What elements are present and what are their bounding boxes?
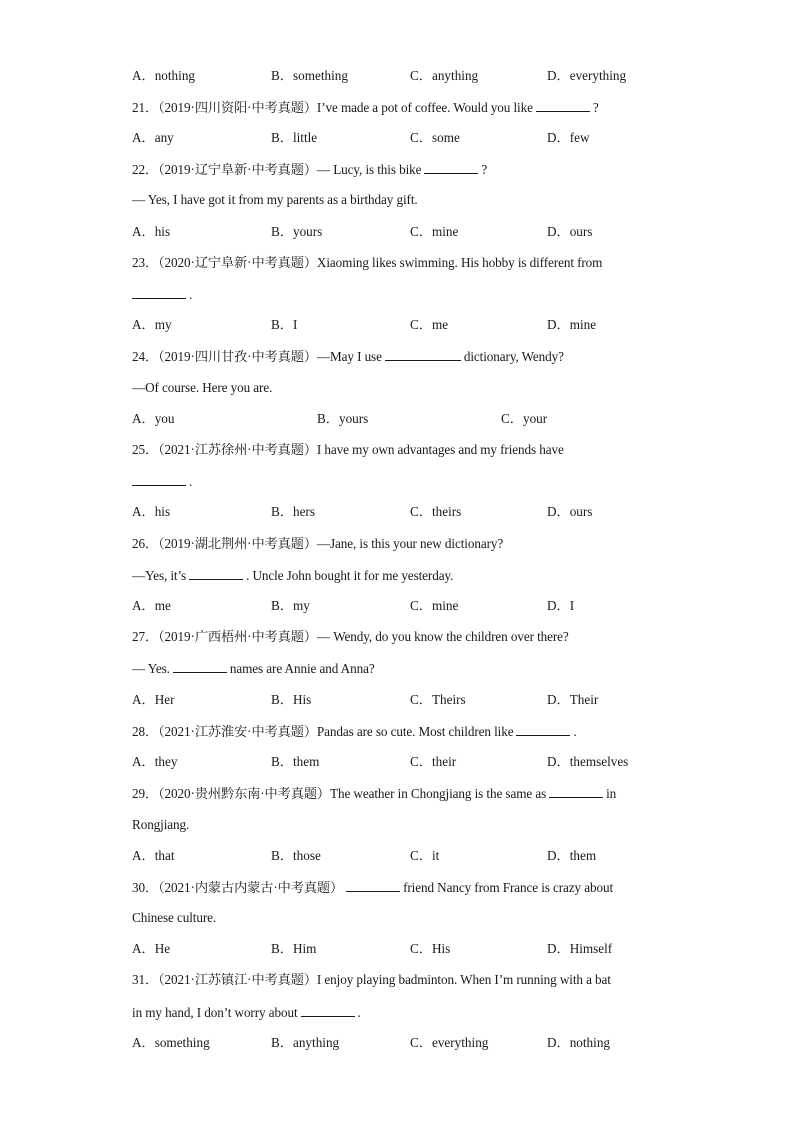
q25-stem	[132, 442, 564, 458]
q29-option-d[interactable]: D．them	[547, 848, 597, 863]
q29-option-b[interactable]: B．those	[271, 848, 321, 863]
q21-stem	[132, 99, 599, 116]
q24-source: 24．（2019·四川甘孜·中考真题）	[132, 349, 317, 364]
q27-blank	[173, 660, 227, 673]
q29-text-a: The weather in Chongjiang is the same as	[330, 786, 547, 801]
q24-text-a: —May I use	[316, 349, 382, 364]
q27-line2	[132, 660, 375, 677]
q23-option-d[interactable]: D．mine	[547, 317, 597, 332]
q31-blank	[301, 1004, 355, 1017]
q27-option-c[interactable]: C．Theirs	[410, 692, 466, 707]
q26-option-c[interactable]: C．mine	[410, 598, 459, 613]
q22-text-a: — Lucy, is this bike	[316, 162, 422, 177]
q25-options	[132, 504, 794, 520]
q20-options	[132, 68, 794, 84]
q21-options	[132, 130, 794, 146]
q22-source: 22．（2019·辽宁阜新·中考真题）	[132, 162, 317, 177]
q22-text-b: ?	[481, 162, 488, 177]
q28-stem	[132, 723, 577, 740]
q22-options	[132, 224, 794, 240]
q31-options	[132, 1035, 794, 1051]
q21-option-d[interactable]: D．few	[547, 130, 590, 145]
q25-option-c[interactable]: C．theirs	[410, 504, 462, 519]
q28-text-a: Pandas are so cute. Most children like	[316, 724, 514, 739]
q20-option-a[interactable]: A．nothing	[132, 68, 196, 83]
q24-line2: —Of course. Here you are.	[132, 380, 273, 395]
q30-option-a[interactable]: A．He	[132, 941, 171, 956]
q27-option-d[interactable]: D．Their	[547, 692, 599, 707]
q26-text-a: —Jane, is this your new dictionary?	[316, 536, 504, 551]
q23-option-c[interactable]: C．me	[410, 317, 449, 332]
q27-line2-b: names are Annie and Anna?	[229, 661, 375, 676]
q21-text-b: ?	[592, 100, 599, 115]
q31-source: 31．（2021·江苏镇江·中考真题）	[132, 972, 317, 987]
q25-text-b: .	[189, 474, 193, 489]
q20-option-b[interactable]: B．something	[271, 68, 348, 83]
q25-text-a: I have my own advantages and my friends have	[316, 442, 564, 457]
q22-option-a[interactable]: A．his	[132, 224, 171, 239]
q26-blank	[189, 567, 243, 580]
q28-option-b[interactable]: B．them	[271, 754, 320, 769]
q24-blank	[385, 348, 461, 361]
q30-stem	[132, 879, 613, 896]
q20-option-d[interactable]: D．everything	[547, 68, 627, 83]
q22-line2: — Yes, I have got it from my parents as a birthday gift.	[132, 192, 418, 207]
q22-option-d[interactable]: D．ours	[547, 224, 593, 239]
q23-stem	[132, 255, 602, 271]
q30-option-c[interactable]: C．His	[410, 941, 451, 956]
q24-option-c[interactable]: C．your	[501, 411, 548, 426]
q26-options	[132, 598, 794, 614]
q25-source: 25．（2021·江苏徐州·中考真题）	[132, 442, 317, 457]
q27-source: 27．（2019·广西梧州·中考真题）	[132, 629, 317, 644]
q23-options	[132, 317, 794, 333]
q31-option-d[interactable]: D．nothing	[547, 1035, 611, 1050]
q27-option-b[interactable]: B．His	[271, 692, 312, 707]
q31-option-b[interactable]: B．anything	[271, 1035, 340, 1050]
q31-line2	[132, 1004, 361, 1021]
q28-options	[132, 754, 794, 770]
q29-options	[132, 848, 794, 864]
q25-option-d[interactable]: D．ours	[547, 504, 593, 519]
q21-text-a: I’ve made a pot of coffee. Would you like	[316, 100, 533, 115]
q28-option-c[interactable]: C．their	[410, 754, 457, 769]
q23-option-a[interactable]: A．my	[132, 317, 172, 332]
q24-stem	[132, 348, 564, 365]
q23-option-b[interactable]: B．I	[271, 317, 298, 332]
q31-line2-a: in my hand, I don’t worry about	[132, 1005, 298, 1020]
q27-text-a: — Wendy, do you know the children over there?	[316, 629, 569, 644]
q29-stem	[132, 785, 616, 802]
q30-options	[132, 941, 794, 957]
q25-blank	[132, 473, 186, 486]
q30-line2: Chinese culture.	[132, 910, 217, 925]
q29-line2: Rongjiang.	[132, 817, 190, 832]
q24-option-b[interactable]: B．yours	[317, 411, 369, 426]
q26-source: 26．（2019·湖北荆州·中考真题）	[132, 536, 317, 551]
q27-option-a[interactable]: A．Her	[132, 692, 175, 707]
q27-line2-a: — Yes.	[132, 661, 170, 676]
q21-option-b[interactable]: B．little	[271, 130, 318, 145]
q30-option-d[interactable]: D．Himself	[547, 941, 613, 956]
q22-option-c[interactable]: C．mine	[410, 224, 459, 239]
q24-text-b: dictionary, Wendy?	[463, 349, 564, 364]
q31-option-c[interactable]: C．everything	[410, 1035, 489, 1050]
q28-blank	[516, 723, 570, 736]
q25-line2	[132, 473, 192, 490]
q23-blank	[132, 286, 186, 299]
q29-text-b: in	[606, 786, 617, 801]
q23-text-b: .	[189, 287, 193, 302]
q20-option-c[interactable]: C．anything	[410, 68, 479, 83]
q26-stem	[132, 536, 503, 552]
q28-text-b: .	[573, 724, 577, 739]
q27-stem	[132, 629, 569, 645]
q21-blank	[536, 99, 590, 112]
q31-line2-b: .	[357, 1005, 361, 1020]
q26-line2-b: . Uncle John bought it for me yesterday.	[246, 568, 454, 583]
q22-blank	[424, 161, 478, 174]
q31-stem	[132, 972, 611, 988]
q30-blank	[346, 879, 400, 892]
q28-source: 28．（2021·江苏淮安·中考真题）	[132, 724, 317, 739]
q23-line2	[132, 286, 192, 303]
q29-source: 29．（2020·贵州黔东南·中考真题）	[132, 786, 330, 801]
q21-option-c[interactable]: C．some	[410, 130, 460, 145]
q28-option-d[interactable]: D．themselves	[547, 754, 629, 769]
q22-stem	[132, 161, 487, 178]
q26-option-d[interactable]: D．I	[547, 598, 575, 613]
q25-option-b[interactable]: B．hers	[271, 504, 315, 519]
q26-line2-a: —Yes, it’s	[132, 568, 187, 583]
q23-source: 23．（2020·辽宁阜新·中考真题）	[132, 255, 317, 270]
q30-option-b[interactable]: B．Him	[271, 941, 317, 956]
q26-line2	[132, 567, 453, 584]
q21-option-a[interactable]: A．any	[132, 130, 174, 145]
q26-option-a[interactable]: A．me	[132, 598, 171, 613]
q29-option-c[interactable]: C．it	[410, 848, 440, 863]
q23-text-a: Xiaoming likes swimming. His hobby is different from	[316, 255, 603, 270]
q31-text-a: I enjoy playing badminton. When I’m running with a bat	[316, 972, 611, 987]
q30-source: 30．（2021·内蒙古内蒙古·中考真题）	[132, 880, 344, 895]
q29-blank	[549, 785, 603, 798]
q26-option-b[interactable]: B．my	[271, 598, 310, 613]
q22-option-b[interactable]: B．yours	[271, 224, 323, 239]
q31-option-a[interactable]: A．something	[132, 1035, 210, 1050]
q24-options	[132, 411, 794, 427]
q29-option-a[interactable]: A．that	[132, 848, 175, 863]
q28-option-a[interactable]: A．they	[132, 754, 178, 769]
q25-option-a[interactable]: A．his	[132, 504, 171, 519]
q24-option-a[interactable]: A．you	[132, 411, 175, 426]
q30-text-b: friend Nancy from France is crazy about	[403, 880, 614, 895]
q21-source: 21．（2019·四川资阳·中考真题）	[132, 100, 317, 115]
q27-options	[132, 692, 794, 708]
